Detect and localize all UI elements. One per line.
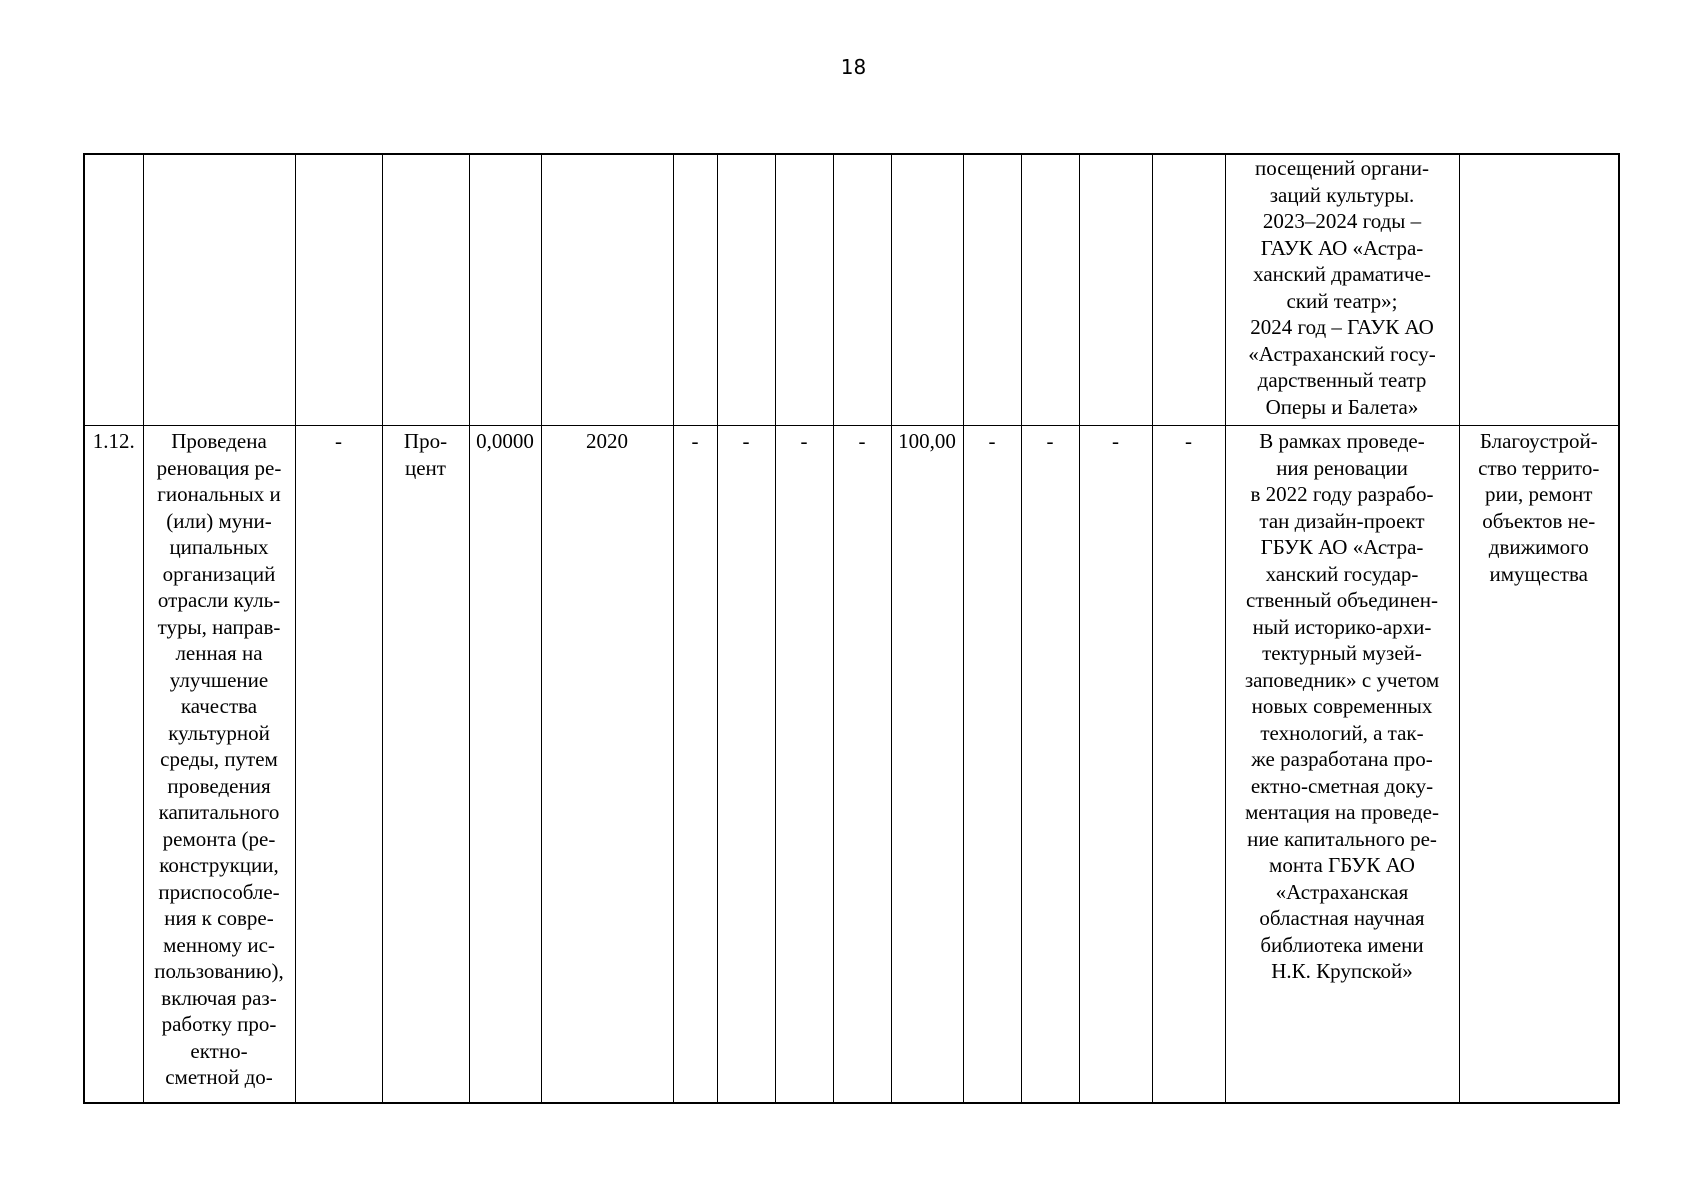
cell-col-9 — [775, 154, 833, 426]
cell-col-13: - — [1021, 426, 1079, 1104]
cell-result-text: посещений органи- заций культуры. 2023–2024 годы – ГАУК АО «Астра- ханский драматиче- ский театр»; 2024 год – ГАУК АО «Астраханский госу- дарственный театр Оперы и Балета» — [1225, 154, 1459, 426]
cell-col-13 — [1021, 154, 1079, 426]
cell-col-14 — [1079, 154, 1152, 426]
cell-col-12: - — [963, 426, 1021, 1104]
cell-col-14: - — [1079, 426, 1152, 1104]
cell-col-10: - — [833, 426, 891, 1104]
table-row-1-12 — [84, 426, 1619, 1104]
cell-col-3: - — [295, 426, 382, 1104]
cell-result-text: В рамках проведе- ния реновации в 2022 году разрабо- тан дизайн-проект ГБУК АО «Астра- ханский государ- ственный объединен- ный историко-архи- тектурный музей- заповедник» с учетом новых современных технологий, а так- же разработана про- ектно-сметная доку- ментация на проведе- ние капитального ре- монта ГБУК АО «Астраханская областная научная библиотека имени Н.К. Крупской» — [1225, 426, 1459, 1104]
cell-col-3 — [295, 154, 382, 426]
cell-number — [84, 154, 143, 426]
indicators-table — [83, 153, 1620, 1104]
cell-note — [1459, 154, 1619, 426]
cell-col-9: - — [775, 426, 833, 1104]
cell-name — [143, 154, 295, 426]
cell-col-15: - — [1152, 426, 1225, 1104]
cell-col-15 — [1152, 154, 1225, 426]
cell-col-8: - — [717, 426, 775, 1104]
cell-col-11 — [891, 154, 963, 426]
cell-col-10 — [833, 154, 891, 426]
cell-note: Благоустрой- ство террито- рии, ремонт объектов не- движимого имущества — [1459, 426, 1619, 1104]
cell-col-7: - — [673, 426, 717, 1104]
table-row-continuation — [84, 154, 1619, 426]
cell-name: Проведена реновация ре- гиональных и (или) муни- ципальных организаций отрасли куль- туры, направ- ленная на улучшение качества культурной среды, путем проведения капитального ремонта (ре- конструкции, приспособле- ния к совре- менному ис- пользованию), включая раз- работку про- ектно- сметной до- — [143, 426, 295, 1104]
cell-base-year — [541, 154, 673, 426]
cell-unit: Про- цент — [382, 426, 469, 1104]
cell-unit — [382, 154, 469, 426]
cell-col-8 — [717, 154, 775, 426]
cell-col-7 — [673, 154, 717, 426]
page-number: 18 — [840, 55, 867, 79]
cell-base-year: 2020 — [541, 426, 673, 1104]
cell-col-12 — [963, 154, 1021, 426]
cell-base-value: 0,0000 — [469, 426, 541, 1104]
cell-base-value — [469, 154, 541, 426]
cell-number: 1.12. — [84, 426, 143, 1104]
cell-col-11: 100,00 — [891, 426, 963, 1104]
